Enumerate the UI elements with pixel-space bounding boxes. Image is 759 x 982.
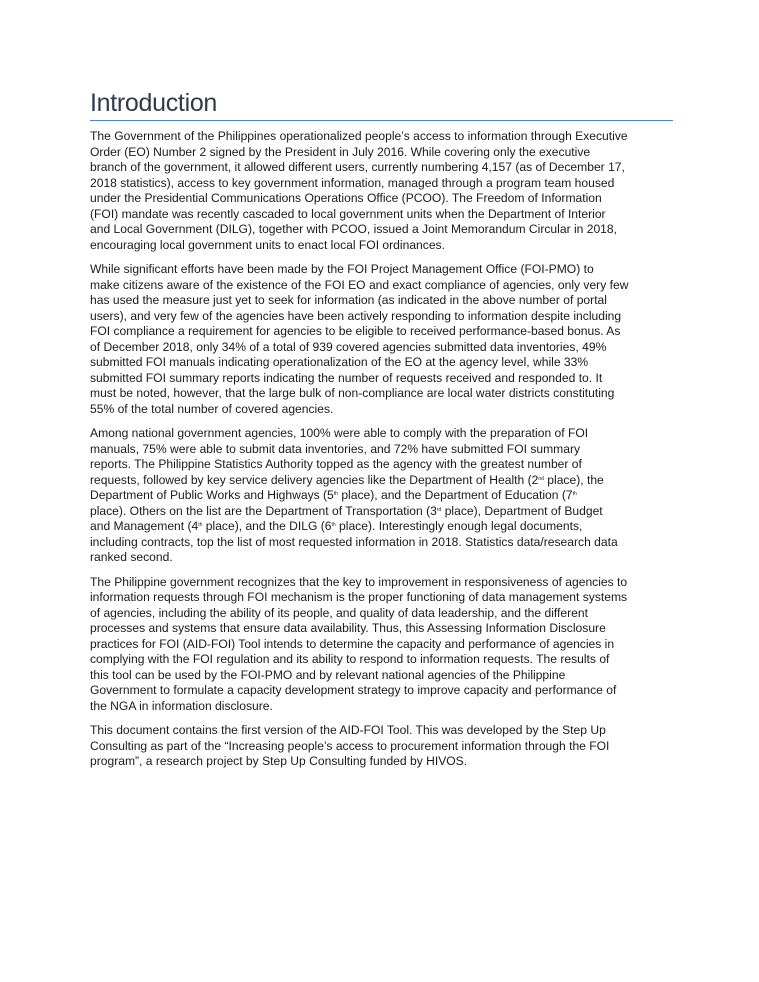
paragraph-1	[90, 129, 673, 253]
text-run: complying with the FOI regulation and its ability to respond to information requests. The results of	[90, 652, 610, 666]
text-run: branch of the government, it allowed different users, currently numbering 4,157 (as of December 17,	[90, 160, 625, 174]
text-run: submitted FOI summary reports indicating the number of requests received and responded to. It	[90, 370, 603, 385]
text-run: including contracts, top the list of most requested information in 2018. Statistics data/research data	[90, 534, 618, 549]
text-run: place), and the Department of Education (7	[337, 488, 573, 502]
text-line	[90, 519, 673, 535]
text-run: This document contains the first version of the AID-FOI Tool. This was developed by the Step Up	[90, 723, 606, 737]
text-line	[90, 222, 673, 238]
text-run: Government to formulate a capacity development strategy to improve capacity and performance of	[90, 683, 617, 697]
text-run: requests, followed by key service delivery agencies like the Department of Health (2	[90, 472, 539, 487]
ordinal-suffix: th	[572, 491, 577, 497]
text-run: users), and very few of the agencies have been actively responding to information despite including	[90, 308, 622, 323]
text-line	[90, 340, 673, 356]
text-run: 55% of the total number of covered agencies.	[90, 401, 334, 416]
text-line	[90, 575, 673, 591]
text-run: make citizens aware of the existence of the FOI EO and exact compliance of agencies, only very few	[90, 277, 629, 292]
text-run: practices for FOI (AID-FOI) Tool intends to determine the capacity and performance of agencies in	[90, 636, 615, 651]
text-run: under the Presidential Communications Operations Office (PCOO). The Freedom of Information	[90, 191, 602, 205]
text-line	[90, 191, 673, 207]
text-line	[90, 207, 673, 223]
text-line	[90, 402, 673, 418]
text-line	[90, 426, 673, 442]
text-run: place). Interestingly enough legal documents,	[335, 519, 583, 533]
text-line	[90, 488, 673, 504]
text-line	[90, 637, 673, 653]
text-run: of December 2018, only 34% of a total of 939 covered agencies submitted data inventories, 49%	[90, 339, 607, 354]
text-line	[90, 309, 673, 325]
text-line	[90, 278, 673, 294]
text-line	[90, 176, 673, 192]
text-run: and Local Government (DILG), together with PCOO, issued a Joint Memorandum Circular in 2018,	[90, 222, 617, 236]
paragraph-2	[90, 262, 673, 417]
text-line	[90, 129, 673, 145]
text-run: Department of Public Works and Highways (5	[90, 488, 334, 502]
document-page	[90, 88, 673, 779]
text-line	[90, 386, 673, 402]
text-line	[90, 535, 673, 551]
text-line	[90, 504, 673, 520]
section-heading: Introduction	[90, 88, 673, 121]
text-run: place), Department of Budget	[441, 503, 603, 518]
text-line	[90, 621, 673, 637]
text-run: information requests through FOI mechanism is the proper functioning of data management systems	[90, 590, 628, 604]
text-run: Consulting as part of the “Increasing people’s access to procurement information through the FOI	[90, 738, 610, 753]
ordinal-suffix: th	[333, 491, 338, 497]
text-run: reports. The Philippine Statistics Authority topped as the agency with the greatest number of	[90, 457, 582, 471]
text-run: this tool can be used by the FOI-PMO and by relevant national agencies of the Philippine	[90, 667, 566, 682]
text-run: and Management (4	[90, 519, 199, 533]
text-run: Among national government agencies, 100% were able to comply with the preparation of FOI	[90, 426, 589, 440]
text-run: The Philippine government recognizes that the key to improvement in responsiveness of agencies to	[90, 574, 628, 589]
text-line	[90, 699, 673, 715]
text-line	[90, 262, 673, 278]
text-line	[90, 754, 673, 770]
text-run: of agencies, including the ability of its people, and quality of data leadership, and the different	[90, 605, 588, 620]
ordinal-suffix: rd	[436, 506, 442, 513]
text-line	[90, 355, 673, 371]
ordinal-suffix: th	[198, 522, 203, 528]
text-run: submitted FOI manuals indicating operationalization of the EO at the agency level, while 33%	[90, 355, 589, 369]
text-line	[90, 668, 673, 684]
text-line	[90, 457, 673, 473]
paragraph-5	[90, 723, 673, 770]
text-run: While significant efforts have been made by the FOI Project Management Office (FOI-PMO) to	[90, 262, 594, 276]
text-line	[90, 324, 673, 340]
text-line	[90, 606, 673, 622]
text-line	[90, 473, 673, 489]
text-line	[90, 442, 673, 458]
text-run: Order (EO) Number 2 signed by the President in July 2016. While covering only the executive	[90, 144, 591, 159]
text-run: place), the	[543, 472, 604, 487]
text-run: The Government of the Philippines operationalized people’s access to information through Executive	[90, 129, 628, 143]
text-run: the NGA in information disclosure.	[90, 698, 273, 713]
text-run: encouraging local government units to enact local FOI ordinances.	[90, 237, 445, 252]
text-line	[90, 371, 673, 387]
paragraph-3	[90, 426, 673, 566]
text-run: 2018 statistics), access to key government information, managed through a program team housed	[90, 175, 615, 190]
text-line	[90, 160, 673, 176]
text-line	[90, 590, 673, 606]
text-run: must be noted, however, that the large bulk of non-compliance are local water districts constituting	[90, 386, 615, 400]
text-line	[90, 723, 673, 739]
text-run: program”, a research project by Step Up Consulting funded by HIVOS.	[90, 754, 468, 768]
text-run: ranked second.	[90, 550, 173, 564]
text-line	[90, 683, 673, 699]
text-line	[90, 145, 673, 161]
text-line	[90, 293, 673, 309]
text-run: place), and the DILG (6	[202, 519, 332, 533]
text-run: has used the measure just yet to seek for information (as indicated in the above number of portal	[90, 293, 607, 307]
text-run: (FOI) mandate was recently cascaded to local government units when the Department of Interior	[90, 206, 606, 221]
text-line	[90, 238, 673, 254]
text-run: processes and systems that ensure data availability. Thus, this Assessing Information Disclosure	[90, 621, 606, 635]
text-line	[90, 550, 673, 566]
text-line	[90, 652, 673, 668]
text-run: FOI compliance a requirement for agencies to be eligible to received performance-based bonus. As	[90, 324, 621, 338]
paragraph-4	[90, 575, 673, 715]
text-run: manuals, 75% were able to submit data inventories, and 72% have submitted FOI summary	[90, 441, 581, 456]
document-body	[90, 129, 673, 770]
ordinal-suffix: nd	[538, 475, 544, 482]
text-run: place). Others on the list are the Department of Transportation (3	[90, 503, 437, 518]
text-line	[90, 739, 673, 755]
ordinal-suffix: th	[331, 522, 336, 528]
